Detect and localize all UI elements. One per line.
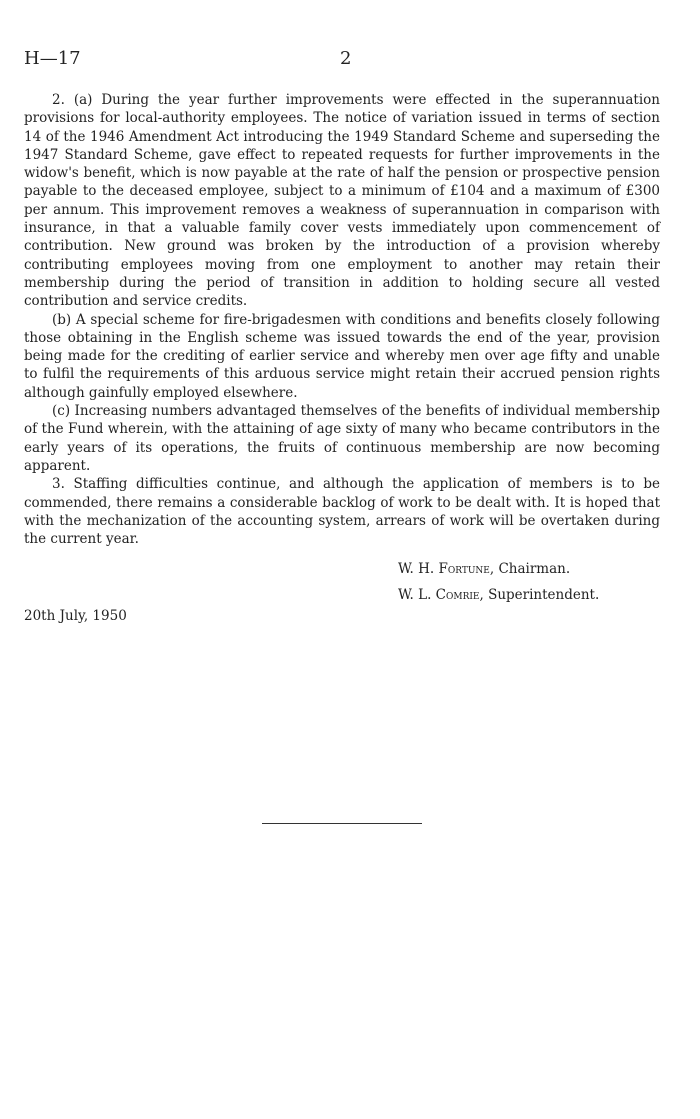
signatory-name: W. H. Fortune <box>398 561 490 577</box>
paragraph-2c: (c) Increasing numbers advantaged themselves of the benefits of individual membership of the Fund wherein, with the attaining of age sixty of many who became contributors in the early years of its operations, the fruits of continuous membership are now becoming apparent. <box>24 403 660 474</box>
paragraph-2b: (b) A special scheme for fire-brigadesmen with conditions and benefits closely following those obtaining in the English scheme was issued towards the end of the year, provision being made for the crediting of earlier service and whereby men over age fifty and unable to fulfil the requirements of this arduous service might retain their accrued pension rights although gainfully employed elsewhere. <box>24 311 660 401</box>
signature-chairman <box>398 556 599 582</box>
report-date: 20th July, 1950 <box>24 608 127 624</box>
closing-rule <box>262 823 422 824</box>
paragraph-3: 3. Staffing difficulties continue, and although the application of members is to be commended, there remains a considerable backlog of work to be dealt with. It is hoped that with the mechanization of the accounting system, arrears of work will be overtaken during the current year. <box>24 476 660 548</box>
signatory-title: , Superintendent. <box>479 587 600 603</box>
document-reference: H—17 <box>24 48 81 69</box>
paragraph-2a: 2. (a) During the year further improvements were effected in the superannuation provisions for local-authority employees. The notice of variation issued in terms of section 14 of the 1946 Amendment Act introducing the 1949 Standard Scheme and superseding the 1947 Standard Scheme, gave effect to repeated requests for further improvements in the widow's benefit, which is now payable at the rate of half the pension or prospective pension payable to the deceased employee, subject to a minimum of £104 and a maximum of £300 per annum. This improvement removes a weakness of superannuation in comparison with insurance, in that a valuable family cover vests immediately upon commencement of contribution. New ground was broken by the introduction of a provision whereby contributing employees moving from one employment to another may retain their membership during the period of transition in addition to holding secure all vested contribution and service credits. <box>24 92 660 310</box>
page-number: 2 <box>340 48 352 69</box>
signature-block <box>398 556 599 608</box>
report-body <box>24 91 660 548</box>
signatory-name: W. L. Comrie <box>398 587 480 603</box>
signatory-title: , Chairman. <box>489 561 571 577</box>
signature-superintendent <box>398 582 599 608</box>
